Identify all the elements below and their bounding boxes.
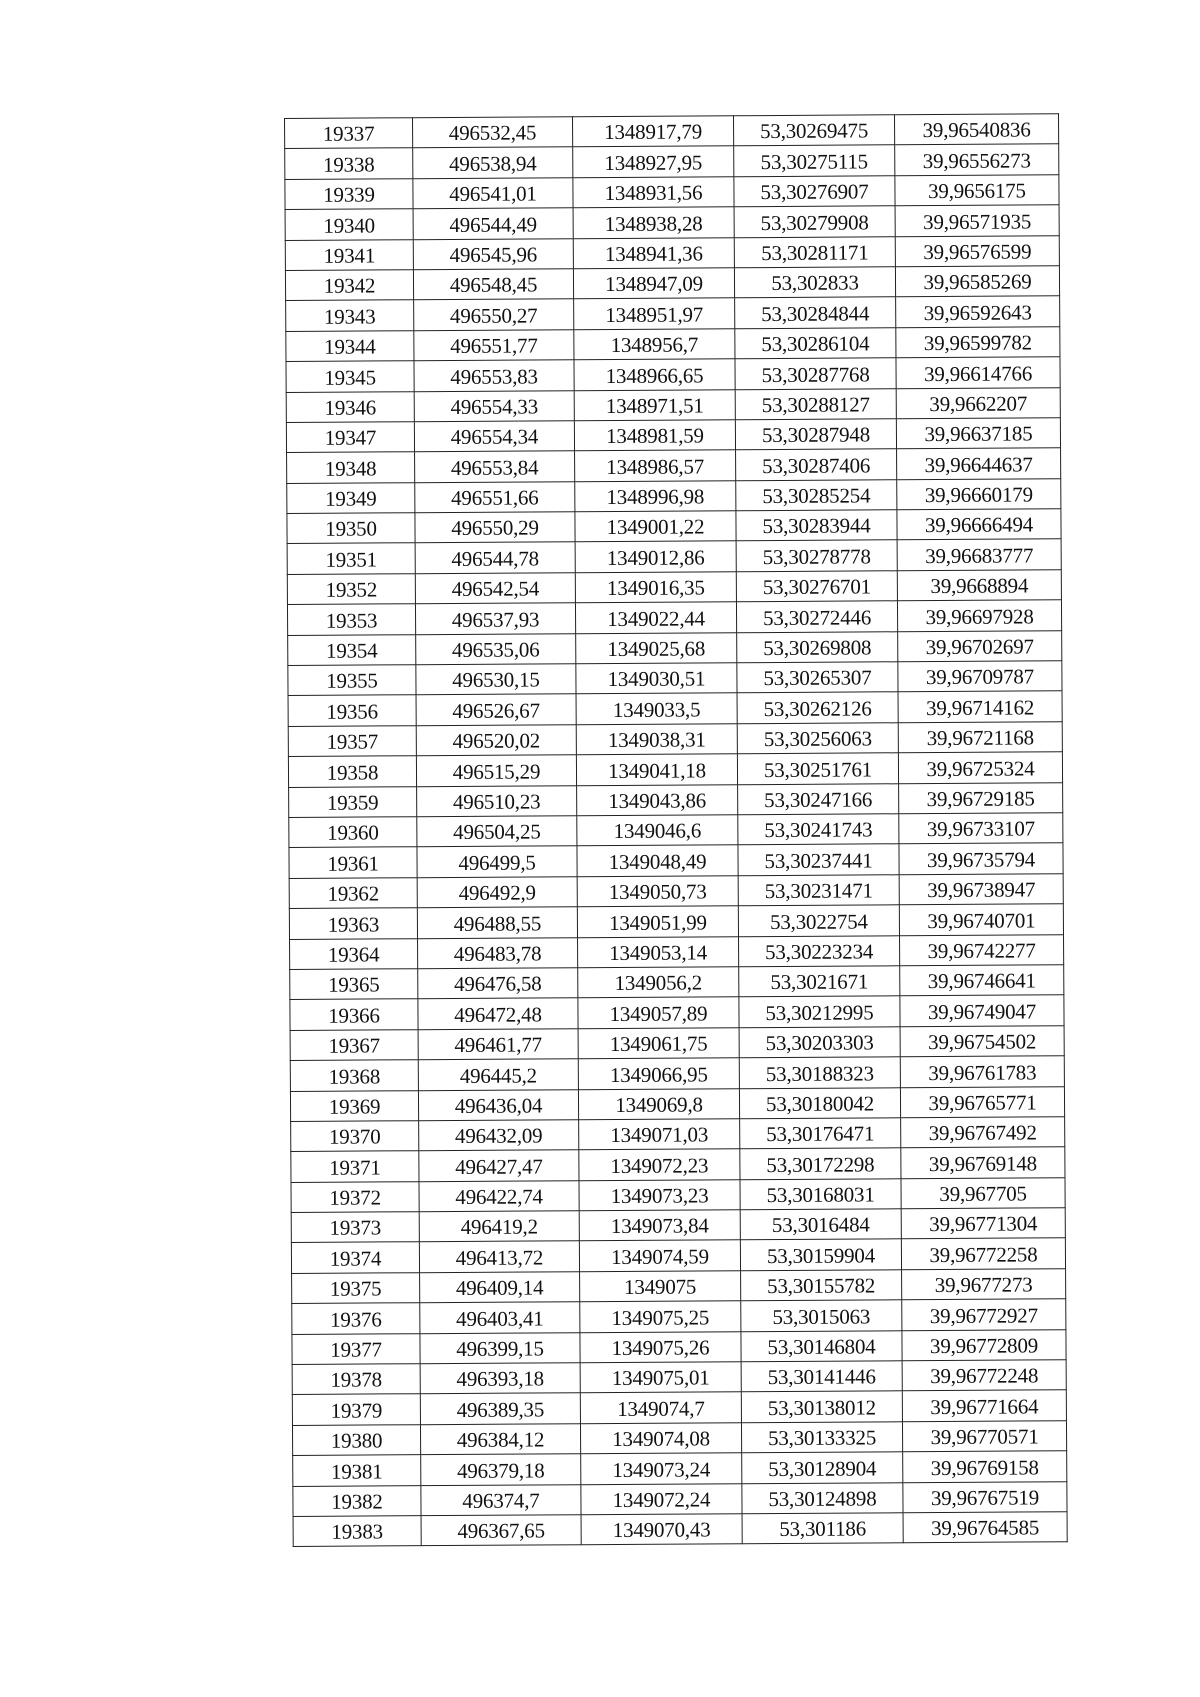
y-coordinate-cell: 1348931,56: [573, 177, 734, 208]
x-coordinate-cell: 496499,5: [417, 846, 577, 877]
y-coordinate-cell: 1349070,43: [581, 1514, 742, 1545]
longitude-cell: 39,96764585: [903, 1512, 1067, 1543]
x-coordinate-cell: 496413,72: [419, 1241, 579, 1272]
latitude-cell: 53,30159904: [740, 1239, 901, 1270]
table-row: [290, 965, 1064, 1000]
table-row: [285, 114, 1059, 149]
longitude-cell: 39,96571935: [895, 205, 1059, 236]
table-row: [292, 1269, 1066, 1304]
y-coordinate-cell: 1349001,22: [575, 511, 736, 542]
point-number-cell: 19365: [290, 969, 418, 1000]
y-coordinate-cell: 1349041,18: [576, 754, 737, 785]
x-coordinate-cell: 496550,27: [414, 299, 574, 330]
y-coordinate-cell: 1349069,8: [578, 1088, 739, 1119]
longitude-cell: 39,96702697: [898, 630, 1062, 661]
point-number-cell: 19346: [286, 391, 414, 422]
point-number-cell: 19369: [290, 1090, 418, 1121]
longitude-cell: 39,96772927: [902, 1299, 1066, 1330]
x-coordinate-cell: 496554,34: [414, 421, 574, 452]
y-coordinate-cell: 1348941,36: [573, 237, 734, 268]
latitude-cell: 53,30172298: [740, 1148, 901, 1179]
x-coordinate-cell: 496548,45: [413, 269, 573, 300]
y-coordinate-cell: 1349073,23: [579, 1179, 740, 1210]
y-coordinate-cell: 1348981,59: [574, 420, 735, 451]
y-coordinate-cell: 1348996,98: [575, 480, 736, 511]
x-coordinate-cell: 496544,49: [413, 208, 573, 239]
table-row: [290, 1056, 1064, 1091]
table-row: [286, 326, 1060, 361]
latitude-cell: 53,30283944: [736, 510, 897, 541]
x-coordinate-cell: 496551,66: [415, 481, 575, 512]
y-coordinate-cell: 1349074,59: [579, 1240, 740, 1271]
longitude-cell: 39,9662207: [896, 387, 1060, 418]
longitude-cell: 39,96772258: [901, 1238, 1065, 1269]
x-coordinate-cell: 496409,14: [420, 1272, 580, 1303]
latitude-cell: 53,30269475: [733, 115, 894, 146]
y-coordinate-cell: 1348947,09: [573, 268, 734, 299]
point-number-cell: 19348: [287, 452, 415, 483]
latitude-cell: 53,30279908: [734, 206, 895, 237]
latitude-cell: 53,30251761: [737, 753, 898, 784]
coordinates-table: [284, 113, 1068, 1547]
latitude-cell: 53,30284844: [735, 297, 896, 328]
table-row: [287, 509, 1061, 544]
latitude-cell: 53,30265307: [737, 662, 898, 693]
latitude-cell: 53,3022754: [738, 905, 899, 936]
x-coordinate-cell: 496445,2: [418, 1059, 578, 1090]
point-number-cell: 19370: [291, 1121, 419, 1152]
point-number-cell: 19352: [287, 574, 415, 605]
y-coordinate-cell: 1349016,35: [575, 572, 736, 603]
table-row: [287, 539, 1061, 574]
latitude-cell: 53,30212995: [739, 996, 900, 1027]
table-row: [291, 1208, 1065, 1243]
y-coordinate-cell: 1349074,7: [580, 1392, 741, 1423]
point-number-cell: 19376: [292, 1303, 420, 1334]
longitude-cell: 39,96540836: [894, 114, 1058, 145]
latitude-cell: 53,30275115: [734, 145, 895, 176]
x-coordinate-cell: 496510,23: [417, 785, 577, 816]
x-coordinate-cell: 496526,67: [416, 694, 576, 725]
latitude-cell: 53,30276907: [734, 176, 895, 207]
x-coordinate-cell: 496427,47: [419, 1150, 579, 1181]
longitude-cell: 39,96738947: [899, 874, 1063, 905]
point-number-cell: 19347: [286, 422, 414, 453]
longitude-cell: 39,96771304: [901, 1208, 1065, 1239]
latitude-cell: 53,3016484: [740, 1209, 901, 1240]
latitude-cell: 53,30237441: [738, 844, 899, 875]
point-number-cell: 19341: [285, 239, 413, 270]
point-number-cell: 19377: [292, 1333, 420, 1364]
y-coordinate-cell: 1349050,73: [577, 876, 738, 907]
table-row: [292, 1299, 1066, 1334]
x-coordinate-cell: 496461,77: [418, 1028, 578, 1059]
y-coordinate-cell: 1348951,97: [574, 298, 735, 329]
longitude-cell: 39,96767519: [903, 1481, 1067, 1512]
latitude-cell: 53,30180042: [739, 1087, 900, 1118]
x-coordinate-cell: 496551,77: [414, 329, 574, 360]
table-row: [292, 1360, 1066, 1395]
x-coordinate-cell: 496542,54: [415, 573, 575, 604]
point-number-cell: 19366: [290, 999, 418, 1030]
longitude-cell: 39,96771664: [902, 1390, 1066, 1421]
longitude-cell: 39,96556273: [895, 144, 1059, 175]
x-coordinate-cell: 496483,78: [418, 937, 578, 968]
point-number-cell: 19358: [288, 756, 416, 787]
point-number-cell: 19373: [291, 1212, 419, 1243]
longitude-cell: 39,96721168: [898, 722, 1062, 753]
latitude-cell: 53,30272446: [736, 601, 897, 632]
longitude-cell: 39,96709787: [898, 661, 1062, 692]
y-coordinate-cell: 1349075,25: [580, 1301, 741, 1332]
y-coordinate-cell: 1349030,51: [576, 663, 737, 694]
point-number-cell: 19360: [289, 817, 417, 848]
longitude-cell: 39,9656175: [895, 175, 1059, 206]
x-coordinate-cell: 496403,41: [420, 1302, 580, 1333]
latitude-cell: 53,30288127: [735, 388, 896, 419]
y-coordinate-cell: 1348966,65: [574, 359, 735, 390]
point-number-cell: 19342: [285, 270, 413, 301]
x-coordinate-cell: 496530,15: [416, 664, 576, 695]
latitude-cell: 53,30287406: [736, 449, 897, 480]
point-number-cell: 19337: [285, 118, 413, 149]
x-coordinate-cell: 496422,74: [419, 1180, 579, 1211]
table-row: [288, 630, 1062, 665]
point-number-cell: 19371: [291, 1151, 419, 1182]
x-coordinate-cell: 496538,94: [413, 147, 573, 178]
table-row: [288, 722, 1062, 757]
latitude-cell: 53,30231471: [738, 875, 899, 906]
y-coordinate-cell: 1349022,44: [575, 602, 736, 633]
point-number-cell: 19356: [288, 695, 416, 726]
longitude-cell: 39,96714162: [898, 691, 1062, 722]
point-number-cell: 19350: [287, 513, 415, 544]
longitude-cell: 39,96729185: [899, 782, 1063, 813]
table-row: [286, 387, 1060, 422]
latitude-cell: 53,30285254: [736, 479, 897, 510]
y-coordinate-cell: 1348927,95: [573, 146, 734, 177]
point-number-cell: 19354: [288, 634, 416, 665]
x-coordinate-cell: 496554,33: [414, 390, 574, 421]
x-coordinate-cell: 496515,29: [416, 755, 576, 786]
y-coordinate-cell: 1349057,89: [578, 997, 739, 1028]
latitude-cell: 53,30287768: [735, 358, 896, 389]
point-number-cell: 19351: [287, 543, 415, 574]
point-number-cell: 19363: [289, 908, 417, 939]
longitude-cell: 39,96733107: [899, 813, 1063, 844]
table-row: [289, 782, 1063, 817]
x-coordinate-cell: 496374,7: [421, 1484, 581, 1515]
longitude-cell: 39,9677273: [902, 1269, 1066, 1300]
latitude-cell: 53,30276701: [736, 571, 897, 602]
x-coordinate-cell: 496472,48: [418, 998, 578, 1029]
longitude-cell: 39,96683777: [897, 539, 1061, 570]
x-coordinate-cell: 496532,45: [413, 117, 573, 148]
table-row: [290, 934, 1064, 969]
longitude-cell: 39,96644637: [897, 448, 1061, 479]
longitude-cell: 39,967705: [901, 1177, 1065, 1208]
x-coordinate-cell: 496436,04: [418, 1089, 578, 1120]
point-number-cell: 19362: [289, 877, 417, 908]
y-coordinate-cell: 1349061,75: [578, 1027, 739, 1058]
longitude-cell: 39,96660179: [897, 478, 1061, 509]
y-coordinate-cell: 1349072,23: [579, 1149, 740, 1180]
table-row: [290, 1086, 1064, 1121]
table-row: [289, 904, 1063, 939]
longitude-cell: 39,96576599: [895, 235, 1059, 266]
latitude-cell: 53,30176471: [740, 1118, 901, 1149]
table-row: [288, 752, 1062, 787]
longitude-cell: 39,96754502: [900, 1025, 1064, 1056]
point-number-cell: 19381: [293, 1455, 421, 1486]
latitude-cell: 53,30278778: [736, 540, 897, 571]
y-coordinate-cell: 1349051,99: [577, 906, 738, 937]
longitude-cell: 39,96761783: [900, 1056, 1064, 1087]
latitude-cell: 53,30138012: [741, 1391, 902, 1422]
latitude-cell: 53,30203303: [739, 1026, 900, 1057]
latitude-cell: 53,30269808: [737, 631, 898, 662]
y-coordinate-cell: 1349033,5: [576, 693, 737, 724]
longitude-cell: 39,96735794: [899, 843, 1063, 874]
point-number-cell: 19367: [290, 1029, 418, 1060]
latitude-cell: 53,3015063: [741, 1300, 902, 1331]
longitude-cell: 39,96746641: [900, 965, 1064, 996]
table-row: [286, 418, 1060, 453]
longitude-cell: 39,96585269: [895, 266, 1059, 297]
x-coordinate-cell: 496488,55: [417, 907, 577, 938]
longitude-cell: 39,96769148: [901, 1147, 1065, 1178]
point-number-cell: 19340: [285, 209, 413, 240]
longitude-cell: 39,96637185: [896, 418, 1060, 449]
longitude-cell: 39,96725324: [898, 752, 1062, 783]
x-coordinate-cell: 496384,12: [420, 1424, 580, 1455]
longitude-cell: 39,96592643: [896, 296, 1060, 327]
latitude-cell: 53,30262126: [737, 692, 898, 723]
y-coordinate-cell: 1349066,95: [578, 1058, 739, 1089]
x-coordinate-cell: 496537,93: [415, 603, 575, 634]
x-coordinate-cell: 496553,83: [414, 360, 574, 391]
latitude-cell: 53,30168031: [740, 1178, 901, 1209]
y-coordinate-cell: 1348917,79: [572, 116, 733, 147]
latitude-cell: 53,30256063: [737, 723, 898, 754]
latitude-cell: 53,30124898: [742, 1482, 903, 1513]
table-row: [287, 570, 1061, 605]
latitude-cell: 53,30287948: [735, 419, 896, 450]
y-coordinate-cell: 1349073,84: [579, 1210, 740, 1241]
latitude-cell: 53,30146804: [741, 1330, 902, 1361]
y-coordinate-cell: 1349025,68: [576, 632, 737, 663]
longitude-cell: 39,96697928: [897, 600, 1061, 631]
latitude-cell: 53,30286104: [735, 328, 896, 359]
table-row: [289, 874, 1063, 909]
table-row: [292, 1390, 1066, 1425]
x-coordinate-cell: 496535,06: [416, 633, 576, 664]
latitude-cell: 53,30128904: [742, 1452, 903, 1483]
x-coordinate-cell: 496432,09: [419, 1120, 579, 1151]
table-row: [290, 1025, 1064, 1060]
latitude-cell: 53,30141446: [741, 1361, 902, 1392]
table-row: [292, 1329, 1066, 1364]
table-row: [285, 235, 1059, 270]
point-number-cell: 19345: [286, 361, 414, 392]
table-row: [287, 478, 1061, 513]
point-number-cell: 19378: [292, 1364, 420, 1395]
point-number-cell: 19383: [293, 1516, 421, 1547]
y-coordinate-cell: 1349038,31: [576, 724, 737, 755]
latitude-cell: 53,30188323: [739, 1057, 900, 1088]
table-row: [292, 1421, 1066, 1456]
longitude-cell: 39,96614766: [896, 357, 1060, 388]
x-coordinate-cell: 496520,02: [416, 725, 576, 756]
y-coordinate-cell: 1349074,08: [580, 1423, 741, 1454]
point-number-cell: 19353: [287, 604, 415, 635]
point-number-cell: 19375: [292, 1273, 420, 1304]
x-coordinate-cell: 496545,96: [413, 238, 573, 269]
table-row: [287, 448, 1061, 483]
longitude-cell: 39,96765771: [900, 1086, 1064, 1117]
table-row: [289, 843, 1063, 878]
y-coordinate-cell: 1349012,86: [575, 541, 736, 572]
x-coordinate-cell: 496399,15: [420, 1332, 580, 1363]
x-coordinate-cell: 496419,2: [419, 1211, 579, 1242]
point-number-cell: 19379: [292, 1394, 420, 1425]
y-coordinate-cell: 1348956,7: [574, 328, 735, 359]
latitude-cell: 53,30281171: [734, 236, 895, 267]
latitude-cell: 53,30247166: [738, 783, 899, 814]
x-coordinate-cell: 496393,18: [420, 1363, 580, 1394]
table-row: [286, 296, 1060, 331]
table-row: [285, 175, 1059, 210]
point-number-cell: 19361: [289, 847, 417, 878]
y-coordinate-cell: 1349048,49: [577, 845, 738, 876]
y-coordinate-cell: 1349056,2: [578, 967, 739, 998]
table-row: [288, 661, 1062, 696]
longitude-cell: 39,96772809: [902, 1329, 1066, 1360]
point-number-cell: 19372: [291, 1181, 419, 1212]
table-row: [289, 813, 1063, 848]
longitude-cell: 39,96599782: [896, 326, 1060, 357]
table-row: [291, 1238, 1065, 1273]
table-row: [291, 1147, 1065, 1182]
table-row: [288, 691, 1062, 726]
x-coordinate-cell: 496553,84: [415, 451, 575, 482]
latitude-cell: 53,301186: [742, 1513, 903, 1544]
point-number-cell: 19374: [291, 1242, 419, 1273]
longitude-cell: 39,96772248: [902, 1360, 1066, 1391]
table-row: [293, 1512, 1067, 1547]
y-coordinate-cell: 1349075,01: [580, 1362, 741, 1393]
table-row: [293, 1481, 1067, 1516]
x-coordinate-cell: 496389,35: [420, 1393, 580, 1424]
point-number-cell: 19364: [290, 938, 418, 969]
y-coordinate-cell: 1349073,24: [581, 1453, 742, 1484]
y-coordinate-cell: 1349046,6: [577, 815, 738, 846]
table-row: [290, 995, 1064, 1030]
longitude-cell: 39,96740701: [899, 904, 1063, 935]
x-coordinate-cell: 496367,65: [421, 1515, 581, 1546]
latitude-cell: 53,30133325: [741, 1422, 902, 1453]
x-coordinate-cell: 496492,9: [417, 876, 577, 907]
y-coordinate-cell: 1349053,14: [578, 936, 739, 967]
y-coordinate-cell: 1348971,51: [574, 389, 735, 420]
y-coordinate-cell: 1349075,26: [580, 1331, 741, 1362]
y-coordinate-cell: 1348986,57: [575, 450, 736, 481]
point-number-cell: 19382: [293, 1485, 421, 1516]
y-coordinate-cell: 1349072,24: [581, 1483, 742, 1514]
longitude-cell: 39,96770571: [902, 1421, 1066, 1452]
table-row: [285, 205, 1059, 240]
table-row: [286, 357, 1060, 392]
y-coordinate-cell: 1349075: [580, 1271, 741, 1302]
longitude-cell: 39,96769158: [903, 1451, 1067, 1482]
x-coordinate-cell: 496379,18: [421, 1454, 581, 1485]
x-coordinate-cell: 496550,29: [415, 512, 575, 543]
table-row: [291, 1117, 1065, 1152]
table-row: [293, 1451, 1067, 1486]
point-number-cell: 19344: [286, 330, 414, 361]
point-number-cell: 19368: [290, 1060, 418, 1091]
table-row: [285, 266, 1059, 301]
latitude-cell: 53,30241743: [738, 814, 899, 845]
table-row: [285, 144, 1059, 179]
point-number-cell: 19359: [289, 786, 417, 817]
longitude-cell: 39,96742277: [900, 934, 1064, 965]
point-number-cell: 19380: [292, 1424, 420, 1455]
longitude-cell: 39,96767492: [901, 1117, 1065, 1148]
point-number-cell: 19339: [285, 178, 413, 209]
latitude-cell: 53,302833: [734, 267, 895, 298]
point-number-cell: 19349: [287, 482, 415, 513]
x-coordinate-cell: 496476,58: [418, 968, 578, 999]
longitude-cell: 39,9668894: [897, 570, 1061, 601]
table-row: [291, 1177, 1065, 1212]
x-coordinate-cell: 496504,25: [417, 816, 577, 847]
y-coordinate-cell: 1349071,03: [579, 1119, 740, 1150]
longitude-cell: 39,96749047: [900, 995, 1064, 1026]
point-number-cell: 19338: [285, 148, 413, 179]
longitude-cell: 39,96666494: [897, 509, 1061, 540]
latitude-cell: 53,30155782: [741, 1270, 902, 1301]
y-coordinate-cell: 1348938,28: [573, 207, 734, 238]
table-row: [287, 600, 1061, 635]
point-number-cell: 19357: [288, 726, 416, 757]
coordinates-table-body: [285, 114, 1068, 1547]
y-coordinate-cell: 1349043,86: [577, 784, 738, 815]
latitude-cell: 53,3021671: [739, 966, 900, 997]
x-coordinate-cell: 496541,01: [413, 178, 573, 209]
latitude-cell: 53,30223234: [739, 935, 900, 966]
point-number-cell: 19355: [288, 665, 416, 696]
point-number-cell: 19343: [286, 300, 414, 331]
x-coordinate-cell: 496544,78: [415, 542, 575, 573]
